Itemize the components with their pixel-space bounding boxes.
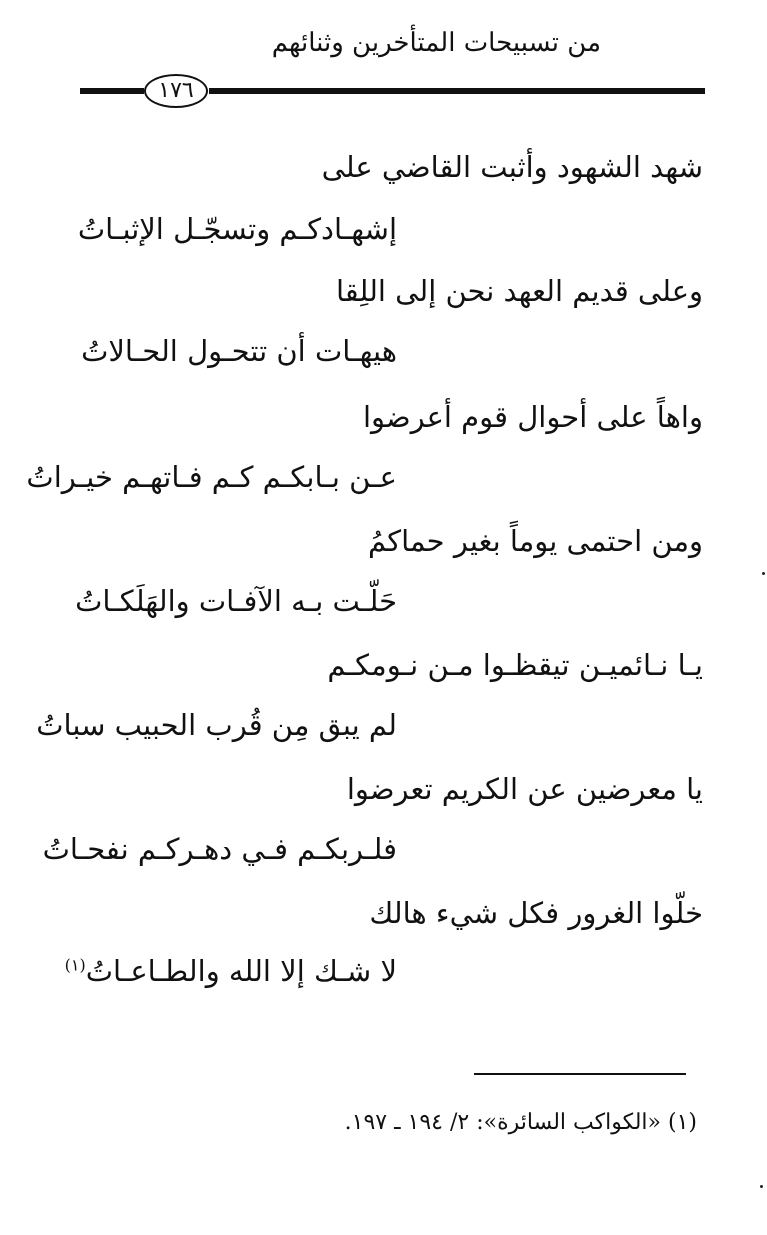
poem-line-14 [65,954,397,988]
poem-line-5: واهاً على أحوال قوم أعرضوا [362,400,703,434]
poem-line-13: خلّوا الغرور فكل شيء هالك [369,896,703,930]
poem-line-11: يا معرضين عن الكريم تعرضوا [346,772,703,806]
poem-line-6: عـن بـابكـم كـم فـاتهـم خيـراتُ [26,460,397,494]
header-rule-left [80,88,144,94]
running-title: من تسبيحات المتأخرين وثنائهم [271,28,601,58]
poem-line-12: فلـربكـم فـي دهـركـم نفحـاتُ [42,832,397,866]
header-rule-right [209,88,705,94]
poem-line-8: حَلّـت بـه الآفـات والهَلَكـاتُ [75,584,397,618]
poem-line-4: هيهـات أن تتحـول الحـالاتُ [81,334,397,368]
poem-line-14-text: لا شـك إلا الله والطـاعـاتُ [85,954,397,988]
scan-speck [760,1185,763,1188]
poem-line-2: إشهـادكـم وتسجّـل الإثبـاتُ [77,212,397,246]
footnote-ref: (١) [64,955,86,975]
scan-speck [762,572,765,575]
poem-line-7: ومن احتمى يوماً بغير حماكمُ [367,524,703,558]
poem-line-10: لم يبق مِن قُرب الحبيب سباتُ [36,708,397,742]
poem-line-9: يـا نـائميـن تيقظـوا مـن نـومكـم [327,648,703,682]
page-number: ١٧٦ [144,74,208,108]
poem-line-1: شهد الشهود وأثبت القاضي على [321,150,703,184]
poem-line-3: وعلى قديم العهد نحن إلى اللِقا [335,274,703,308]
footnote-rule [474,1073,686,1075]
footnote-text: (١) «الكواكب السائرة»: ٢/ ١٩٤ ـ ١٩٧. [344,1110,697,1135]
